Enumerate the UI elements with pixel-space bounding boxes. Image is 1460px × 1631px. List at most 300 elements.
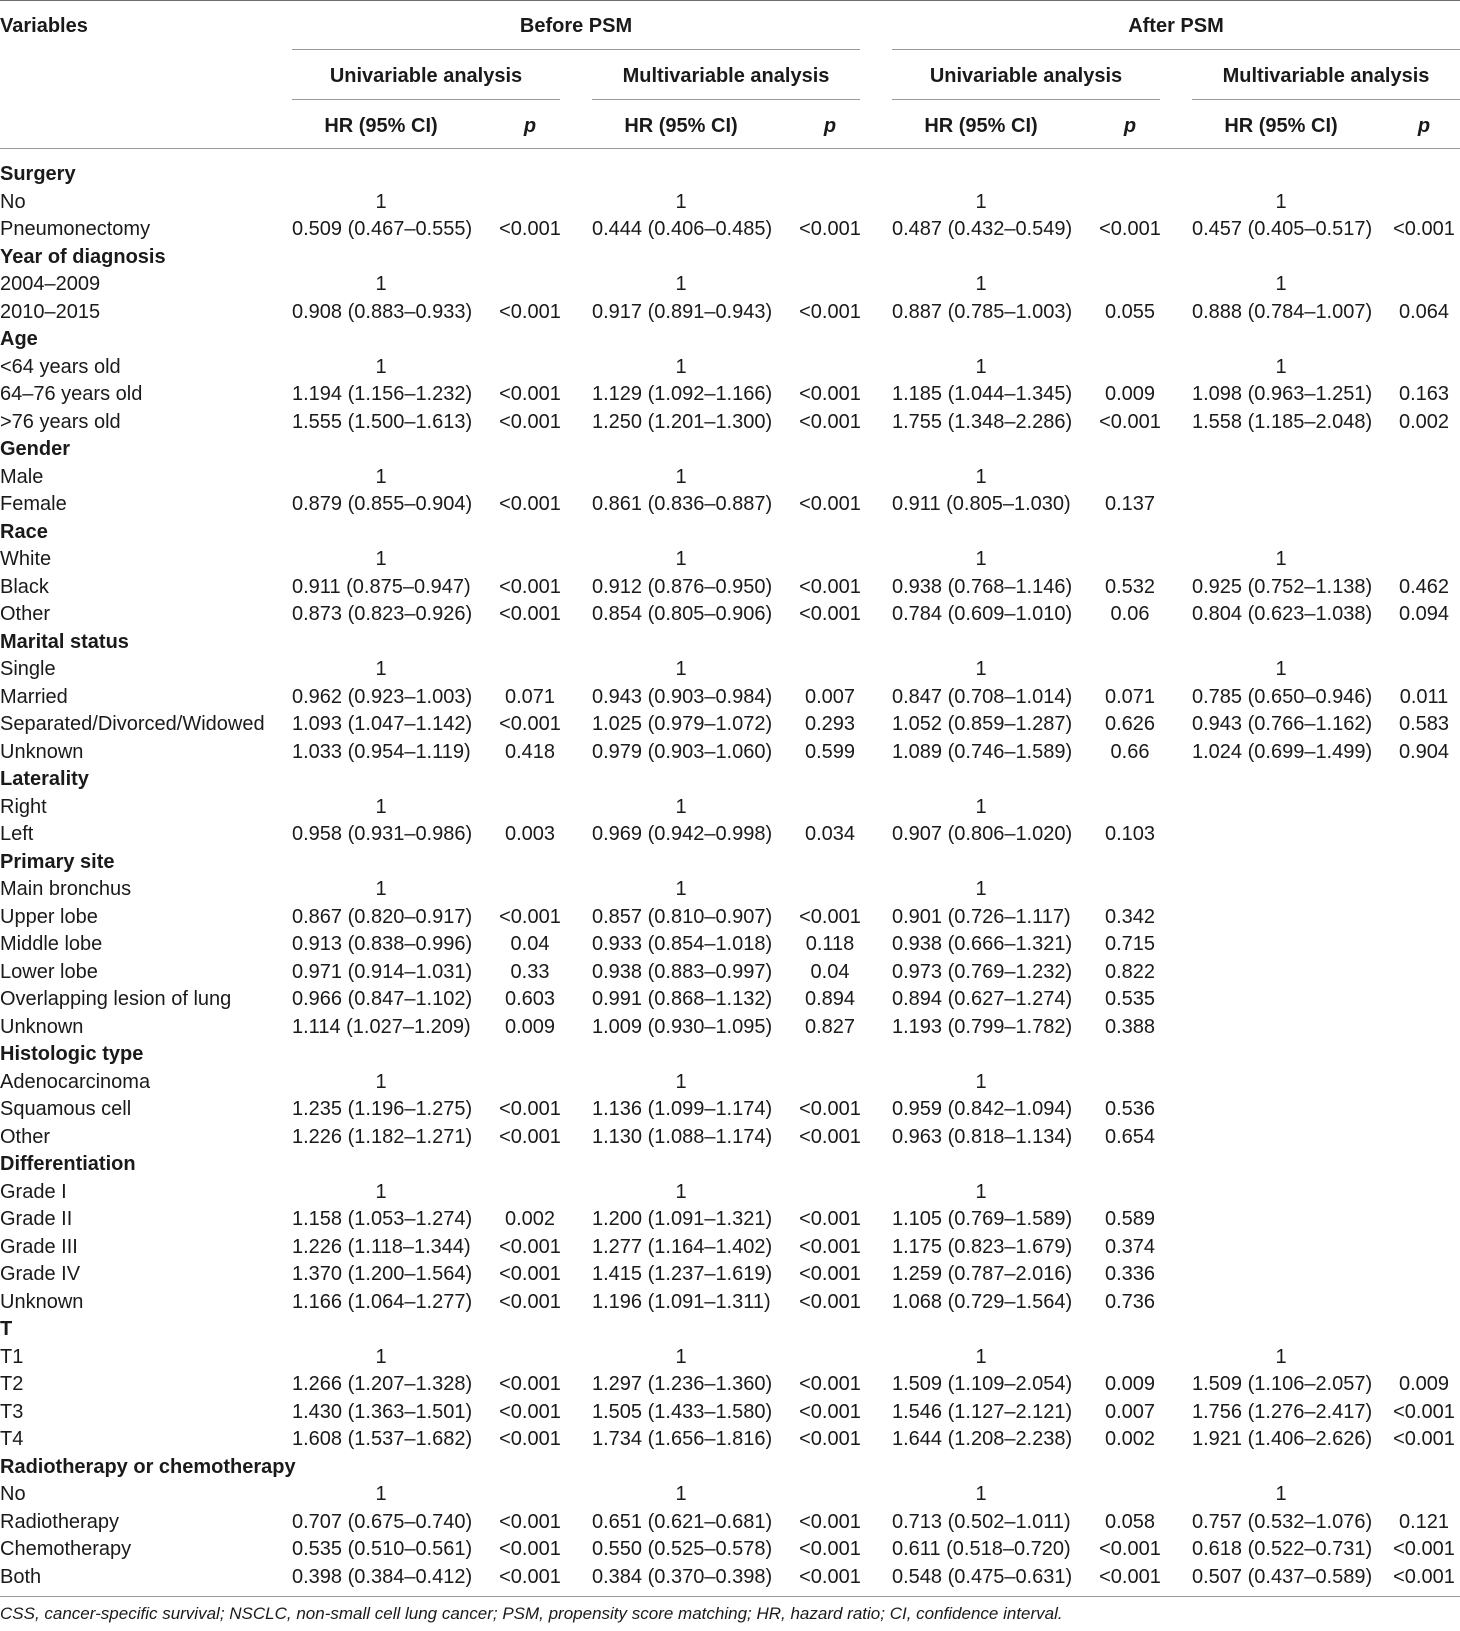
before-multivariable-p-cell: <0.001	[799, 1098, 861, 1120]
before-univariable-hr-cell: 1.093 (1.047–1.142)	[292, 713, 473, 735]
before-univariable-hr-cell: 1.266 (1.207–1.328)	[292, 1373, 473, 1395]
variable-label: No	[0, 1483, 26, 1505]
before-multivariable-hr-cell: 1	[675, 1180, 687, 1203]
before-multivariable-hr-cell: 0.854 (0.805–0.906)	[592, 603, 773, 625]
variable-label: Unknown	[0, 1290, 84, 1313]
before-univariable-p-cell: 0.603	[504, 988, 556, 1010]
after-univariable-p-cell: 0.536	[1104, 1098, 1156, 1120]
variable-label: T2	[0, 1373, 24, 1395]
before-multivariable-p-cell: 0.827	[804, 1015, 856, 1038]
before-univariable-hr-cell: 1.430 (1.363–1.501)	[292, 1400, 473, 1423]
header-p-2: p	[823, 115, 837, 137]
before-multivariable-hr-cell: 0.979 (0.903–1.060)	[592, 740, 773, 763]
after-univariable-p-cell: 0.009	[1104, 383, 1156, 405]
after-psm-rule	[892, 49, 1460, 50]
after-univariable-p-cell: 0.055	[1104, 300, 1156, 323]
before-multivariable-hr-cell: 1.025 (0.979–1.072)	[592, 713, 773, 735]
before-univariable-p-cell: <0.001	[499, 575, 561, 598]
before-univariable-hr-cell: 0.962 (0.923–1.003)	[292, 685, 473, 708]
table-row	[0, 1426, 1460, 1454]
after-univariable-hr-cell: 1.185 (1.044–1.345)	[892, 383, 1073, 405]
before-univariable-hr-cell: 1	[375, 878, 387, 900]
before-univariable-hr-cell: 1	[375, 1483, 387, 1505]
before-univariable-hr-cell: 1.370 (1.200–1.564)	[292, 1263, 473, 1285]
before-univariable-hr-cell: 0.908 (0.883–0.933)	[292, 300, 473, 323]
variable-label: 64–76 years old	[0, 383, 143, 405]
after-multivariable-p-cell: <0.001	[1393, 1538, 1455, 1560]
group-header-row	[0, 326, 1460, 354]
variable-label: White	[0, 548, 52, 570]
table-row	[0, 1509, 1460, 1537]
before-univariable-hr-cell: 1	[375, 273, 387, 295]
group-label: Laterality	[0, 768, 89, 790]
after-univariable-hr-cell: 0.784 (0.609–1.010)	[892, 603, 1073, 625]
before-multivariable-hr-cell: 0.651 (0.621–0.681)	[592, 1510, 773, 1533]
before-multivariable-p-cell: 0.599	[804, 740, 856, 763]
after-multivariable-rule	[1192, 99, 1460, 100]
before-univariable-p-cell: <0.001	[499, 1538, 561, 1560]
before-multivariable-p-cell: 0.293	[804, 713, 856, 735]
table-row	[0, 189, 1460, 217]
after-univariable-p-cell: <0.001	[1099, 218, 1161, 240]
after-univariable-hr-cell: 1.089 (0.746–1.589)	[892, 740, 1073, 763]
before-multivariable-p-cell: <0.001	[799, 493, 861, 515]
variable-label: Other	[0, 603, 51, 625]
before-multivariable-hr-cell: 0.857 (0.810–0.907)	[592, 905, 773, 928]
after-univariable-p-cell: 0.532	[1104, 575, 1156, 598]
after-univariable-p-cell: 0.007	[1104, 1400, 1156, 1423]
table-row	[0, 794, 1460, 822]
group-label: Radiotherapy or chemotherapy	[0, 1455, 296, 1478]
group-header-row	[0, 849, 1460, 877]
before-multivariable-hr-cell: 0.938 (0.883–0.997)	[592, 960, 773, 983]
before-univariable-p-cell: <0.001	[499, 713, 561, 735]
before-univariable-hr-cell: 1.194 (1.156–1.232)	[292, 383, 473, 405]
variable-label: Middle lobe	[0, 933, 103, 955]
variable-label: Squamous cell	[0, 1098, 132, 1120]
after-univariable-hr-cell: 1	[975, 878, 987, 900]
before-univariable-p-cell: <0.001	[499, 1428, 561, 1450]
before-multivariable-hr-cell: 1	[675, 548, 687, 570]
after-univariable-hr-cell: 1.175 (0.823–1.679)	[892, 1235, 1073, 1258]
before-univariable-p-cell: <0.001	[499, 300, 561, 323]
variable-label: Both	[0, 1565, 42, 1588]
before-multivariable-hr-cell: 1	[675, 878, 687, 900]
table-row	[0, 1206, 1460, 1234]
variable-label: Left	[0, 823, 34, 845]
table-row	[0, 1124, 1460, 1152]
table-row	[0, 876, 1460, 904]
before-univariable-p-cell: <0.001	[499, 1565, 561, 1588]
group-header-row	[0, 244, 1460, 272]
variable-label: <64 years old	[0, 355, 121, 378]
variable-label: Male	[0, 465, 44, 488]
after-multivariable-hr-cell: 1.921 (1.406–2.626)	[1192, 1428, 1373, 1450]
before-univariable-hr-cell: 1	[375, 1070, 387, 1093]
after-univariable-hr-cell: 0.611 (0.518–0.720)	[892, 1538, 1071, 1560]
variable-label: >76 years old	[0, 410, 121, 433]
before-multivariable-p-cell: 0.04	[810, 960, 850, 983]
header-hr-2: HR (95% CI)	[624, 115, 738, 137]
variable-label: Lower lobe	[0, 960, 98, 983]
before-multivariable-hr-cell: 1.250 (1.201–1.300)	[592, 410, 773, 433]
after-univariable-hr-cell: 0.887 (0.785–1.003)	[892, 300, 1073, 323]
header-bottom-rule	[0, 148, 1460, 149]
before-multivariable-hr-cell: 0.444 (0.406–0.485)	[592, 218, 773, 240]
before-univariable-p-cell: 0.002	[504, 1208, 556, 1230]
before-univariable-hr-cell: 0.873 (0.823–0.926)	[292, 603, 473, 625]
group-label: Age	[0, 328, 38, 350]
header-before-psm: Before PSM	[519, 15, 633, 37]
after-multivariable-p-cell: 0.094	[1398, 603, 1450, 625]
after-univariable-hr-cell: 1.509 (1.109–2.054)	[892, 1373, 1073, 1395]
before-univariable-p-cell: 0.003	[504, 823, 556, 845]
table-row	[0, 354, 1460, 382]
after-univariable-hr-cell: 1	[975, 795, 987, 818]
group-header-row	[0, 1041, 1460, 1069]
before-multivariable-p-cell: <0.001	[799, 410, 861, 433]
before-univariable-p-cell: 0.418	[504, 740, 556, 763]
after-multivariable-p-cell: <0.001	[1393, 1565, 1455, 1588]
table-row	[0, 1261, 1460, 1289]
table-row	[0, 1014, 1460, 1042]
group-label: Histologic type	[0, 1043, 144, 1065]
before-univariable-p-cell: <0.001	[499, 1263, 561, 1285]
table-row	[0, 959, 1460, 987]
after-univariable-p-cell: 0.715	[1104, 933, 1156, 955]
after-univariable-hr-cell: 1	[975, 548, 987, 570]
before-multivariable-rule	[592, 99, 860, 100]
before-multivariable-p-cell: <0.001	[799, 383, 861, 405]
before-multivariable-hr-cell: 1	[675, 273, 687, 295]
before-univariable-hr-cell: 1	[375, 1345, 387, 1368]
after-multivariable-hr-cell: 1	[1275, 1483, 1287, 1505]
after-multivariable-p-cell: 0.064	[1398, 300, 1450, 323]
table-row	[0, 1344, 1460, 1372]
group-header-row	[0, 519, 1460, 547]
group-label: Year of diagnosis	[0, 245, 166, 268]
before-univariable-hr-cell: 1.226 (1.182–1.271)	[292, 1125, 473, 1148]
table-row	[0, 464, 1460, 492]
before-multivariable-hr-cell: 1.009 (0.930–1.095)	[592, 1015, 773, 1038]
before-univariable-hr-cell: 1.158 (1.053–1.274)	[292, 1208, 473, 1230]
before-multivariable-p-cell: <0.001	[799, 905, 861, 928]
variable-label: Chemotherapy	[0, 1538, 132, 1560]
after-univariable-hr-cell: 0.963 (0.818–1.134)	[892, 1125, 1073, 1148]
after-multivariable-hr-cell: 1.098 (0.963–1.251)	[1192, 383, 1373, 405]
before-multivariable-hr-cell: 1.505 (1.433–1.580)	[592, 1400, 773, 1423]
before-univariable-hr-cell: 0.913 (0.838–0.996)	[292, 933, 473, 955]
before-multivariable-p-cell: <0.001	[799, 1428, 861, 1450]
table-row	[0, 216, 1460, 244]
variable-label: Grade IV	[0, 1263, 81, 1285]
before-univariable-hr-cell: 0.911 (0.875–0.947)	[292, 575, 471, 598]
table-row	[0, 711, 1460, 739]
after-univariable-hr-cell: 1.193 (0.799–1.782)	[892, 1015, 1073, 1038]
before-multivariable-hr-cell: 0.991 (0.868–1.132)	[592, 988, 773, 1010]
after-univariable-p-cell: 0.071	[1104, 685, 1156, 708]
after-multivariable-hr-cell: 1	[1275, 658, 1287, 680]
variable-label: Overlapping lesion of lung	[0, 988, 232, 1010]
before-multivariable-hr-cell: 1	[675, 1345, 687, 1368]
after-univariable-p-cell: 0.103	[1104, 823, 1156, 845]
before-univariable-hr-cell: 1.555 (1.500–1.613)	[292, 410, 473, 433]
after-univariable-p-cell: 0.137	[1104, 493, 1156, 515]
before-multivariable-p-cell: <0.001	[799, 1263, 861, 1285]
after-univariable-hr-cell: 0.847 (0.708–1.014)	[892, 685, 1073, 708]
variable-label: Adenocarcinoma	[0, 1070, 151, 1093]
header-p-1: p	[523, 115, 537, 137]
before-univariable-rule	[292, 99, 560, 100]
before-multivariable-hr-cell: 0.969 (0.942–0.998)	[592, 823, 773, 845]
group-label: Gender	[0, 438, 71, 460]
after-multivariable-p-cell: 0.121	[1398, 1510, 1450, 1533]
before-multivariable-hr-cell: 1.136 (1.099–1.174)	[592, 1098, 773, 1120]
after-univariable-hr-cell: 1	[975, 355, 987, 378]
before-multivariable-p-cell: 0.034	[804, 823, 856, 845]
after-univariable-p-cell: 0.626	[1104, 713, 1156, 735]
before-univariable-hr-cell: 1	[375, 190, 387, 213]
before-multivariable-hr-cell: 0.917 (0.891–0.943)	[592, 300, 773, 323]
table-row	[0, 601, 1460, 629]
before-univariable-p-cell: <0.001	[499, 1400, 561, 1423]
after-multivariable-p-cell: 0.583	[1398, 713, 1450, 735]
after-multivariable-hr-cell: 0.507 (0.437–0.589)	[1192, 1565, 1373, 1588]
before-univariable-p-cell: 0.04	[510, 933, 550, 955]
before-multivariable-hr-cell: 1	[675, 355, 687, 378]
before-univariable-p-cell: <0.001	[499, 410, 561, 433]
table-row	[0, 1289, 1460, 1317]
table-row	[0, 1399, 1460, 1427]
before-univariable-p-cell: <0.001	[499, 218, 561, 240]
after-univariable-hr-cell: 0.548 (0.475–0.631)	[892, 1565, 1073, 1588]
after-multivariable-hr-cell: 1.024 (0.699–1.499)	[1192, 740, 1373, 763]
table-row	[0, 986, 1460, 1014]
before-univariable-hr-cell: 1	[375, 1180, 387, 1203]
table-row	[0, 491, 1460, 519]
after-univariable-p-cell: 0.654	[1104, 1125, 1156, 1148]
after-univariable-hr-cell: 1	[975, 465, 987, 488]
before-univariable-hr-cell: 0.509 (0.467–0.555)	[292, 218, 473, 240]
before-univariable-hr-cell: 1.226 (1.118–1.344)	[292, 1235, 471, 1258]
before-multivariable-p-cell: 0.007	[804, 685, 856, 708]
table-row	[0, 271, 1460, 299]
before-univariable-p-cell: <0.001	[499, 603, 561, 625]
before-multivariable-p-cell: <0.001	[799, 1373, 861, 1395]
variable-label: 2010–2015	[0, 300, 101, 323]
variable-label: Pneumonectomy	[0, 218, 151, 240]
header-hr-4: HR (95% CI)	[1224, 115, 1338, 137]
after-univariable-hr-cell: 1.052 (0.859–1.287)	[892, 713, 1073, 735]
group-header-row	[0, 436, 1460, 464]
before-univariable-hr-cell: 1.033 (0.954–1.119)	[292, 740, 471, 763]
before-multivariable-p-cell: 0.894	[804, 988, 856, 1010]
table-row	[0, 574, 1460, 602]
after-univariable-hr-cell: 1	[975, 1483, 987, 1505]
header-p-4: p	[1417, 115, 1431, 137]
before-univariable-hr-cell: 1.166 (1.064–1.277)	[292, 1290, 473, 1313]
before-multivariable-p-cell: <0.001	[799, 1125, 861, 1148]
before-univariable-hr-cell: 1.114 (1.027–1.209)	[292, 1015, 471, 1038]
group-header-row	[0, 1316, 1460, 1344]
before-univariable-hr-cell: 0.535 (0.510–0.561)	[292, 1538, 473, 1560]
before-multivariable-hr-cell: 1	[675, 465, 687, 488]
variable-label: Unknown	[0, 740, 84, 763]
table-row	[0, 1371, 1460, 1399]
before-univariable-hr-cell: 1	[375, 795, 387, 818]
after-univariable-p-cell: 0.66	[1110, 740, 1150, 763]
after-multivariable-p-cell: 0.462	[1398, 575, 1450, 598]
table-row	[0, 739, 1460, 767]
table-row	[0, 409, 1460, 437]
before-multivariable-hr-cell: 1	[675, 795, 687, 818]
after-univariable-hr-cell: 1.259 (0.787–2.016)	[892, 1263, 1073, 1285]
table-top-rule	[0, 0, 1460, 1]
after-univariable-hr-cell: 1	[975, 1180, 987, 1203]
variable-label: 2004–2009	[0, 273, 101, 295]
variable-label: Married	[0, 685, 68, 708]
after-univariable-hr-cell: 0.907 (0.806–1.020)	[892, 823, 1073, 845]
before-univariable-p-cell: <0.001	[499, 1290, 561, 1313]
header-variables: Variables	[0, 15, 88, 37]
after-multivariable-hr-cell: 1	[1275, 548, 1287, 570]
table-row	[0, 1069, 1460, 1097]
after-univariable-rule	[892, 99, 1160, 100]
header-p-3: p	[1123, 115, 1137, 137]
before-multivariable-hr-cell: 1	[675, 1070, 687, 1093]
before-univariable-hr-cell: 0.867 (0.820–0.917)	[292, 905, 473, 928]
after-multivariable-hr-cell: 1	[1275, 190, 1287, 213]
after-multivariable-hr-cell: 1	[1275, 355, 1287, 378]
before-univariable-hr-cell: 1	[375, 465, 387, 488]
after-multivariable-hr-cell: 0.757 (0.532–1.076)	[1192, 1510, 1373, 1533]
after-multivariable-p-cell: <0.001	[1393, 1400, 1455, 1423]
before-multivariable-hr-cell: 1	[675, 190, 687, 213]
table-row	[0, 931, 1460, 959]
after-univariable-p-cell: 0.002	[1104, 1428, 1156, 1450]
before-multivariable-hr-cell: 0.933 (0.854–1.018)	[592, 933, 773, 955]
variable-label: Black	[0, 575, 49, 598]
before-multivariable-p-cell: <0.001	[799, 218, 861, 240]
before-univariable-p-cell: <0.001	[499, 493, 561, 515]
after-univariable-hr-cell: 1.105 (0.769–1.589)	[892, 1208, 1073, 1230]
table-bottom-rule	[0, 1596, 1460, 1597]
group-header-row	[0, 766, 1460, 794]
before-psm-rule	[292, 49, 860, 50]
before-multivariable-hr-cell: 0.861 (0.836–0.887)	[592, 493, 773, 515]
variable-label: Unknown	[0, 1015, 84, 1038]
after-multivariable-hr-cell: 1.558 (1.185–2.048)	[1192, 410, 1373, 433]
before-univariable-hr-cell: 0.707 (0.675–0.740)	[292, 1510, 473, 1533]
before-univariable-p-cell: 0.009	[504, 1015, 556, 1038]
after-multivariable-p-cell: <0.001	[1393, 218, 1455, 240]
variable-label: Female	[0, 493, 67, 515]
variable-label: T1	[0, 1345, 24, 1368]
after-univariable-hr-cell: 0.713 (0.502–1.011)	[892, 1510, 1071, 1533]
after-univariable-p-cell: 0.009	[1104, 1373, 1156, 1395]
header-after-multivariable: Multivariable analysis	[1222, 65, 1430, 87]
after-univariable-p-cell: 0.336	[1104, 1263, 1156, 1285]
before-multivariable-hr-cell: 0.550 (0.525–0.578)	[592, 1538, 773, 1560]
before-multivariable-p-cell: <0.001	[799, 1565, 861, 1588]
after-multivariable-p-cell: 0.904	[1398, 740, 1450, 763]
after-univariable-p-cell: 0.058	[1104, 1510, 1156, 1533]
before-univariable-p-cell: <0.001	[499, 383, 561, 405]
before-multivariable-hr-cell: 1.129 (1.092–1.166)	[592, 383, 773, 405]
after-univariable-hr-cell: 0.894 (0.627–1.274)	[892, 988, 1073, 1010]
variable-label: T3	[0, 1400, 24, 1423]
after-multivariable-hr-cell: 1	[1275, 1345, 1287, 1368]
after-univariable-hr-cell: 1.755 (1.348–2.286)	[892, 410, 1073, 433]
after-univariable-hr-cell: 1.644 (1.208–2.238)	[892, 1428, 1073, 1450]
after-multivariable-hr-cell: 1.509 (1.106–2.057)	[1192, 1373, 1373, 1395]
after-univariable-p-cell: 0.736	[1104, 1290, 1156, 1313]
after-univariable-hr-cell: 0.487 (0.432–0.549)	[892, 218, 1073, 240]
variable-label: Other	[0, 1125, 51, 1148]
before-multivariable-p-cell: <0.001	[799, 300, 861, 323]
after-univariable-hr-cell: 1	[975, 273, 987, 295]
after-multivariable-p-cell: 0.009	[1398, 1373, 1450, 1395]
after-univariable-hr-cell: 1	[975, 658, 987, 680]
before-multivariable-p-cell: <0.001	[799, 1510, 861, 1533]
after-univariable-p-cell: <0.001	[1099, 1565, 1161, 1588]
table-row	[0, 684, 1460, 712]
before-multivariable-hr-cell: 1	[675, 1483, 687, 1505]
before-multivariable-hr-cell: 1.734 (1.656–1.816)	[592, 1428, 773, 1450]
before-multivariable-hr-cell: 1.415 (1.237–1.619)	[592, 1263, 773, 1285]
before-multivariable-hr-cell: 1.297 (1.236–1.360)	[592, 1373, 773, 1395]
group-label: Race	[0, 520, 48, 543]
variable-label: Separated/Divorced/Widowed	[0, 713, 265, 735]
after-univariable-p-cell: 0.374	[1104, 1235, 1156, 1258]
after-univariable-p-cell: 0.822	[1104, 960, 1156, 983]
after-univariable-p-cell: 0.06	[1110, 603, 1150, 625]
after-univariable-hr-cell: 1.068 (0.729–1.564)	[892, 1290, 1073, 1313]
before-multivariable-p-cell: <0.001	[799, 1208, 861, 1230]
before-multivariable-hr-cell: 1	[675, 658, 687, 680]
after-univariable-hr-cell: 1	[975, 1070, 987, 1093]
before-univariable-hr-cell: 0.398 (0.384–0.412)	[292, 1565, 473, 1588]
after-multivariable-p-cell: <0.001	[1393, 1428, 1455, 1450]
group-label: Primary site	[0, 850, 115, 873]
before-multivariable-p-cell: <0.001	[799, 575, 861, 598]
before-multivariable-p-cell: <0.001	[799, 1235, 861, 1258]
group-header-row	[0, 161, 1460, 189]
before-univariable-hr-cell: 1.235 (1.196–1.275)	[292, 1098, 473, 1120]
before-univariable-hr-cell: 0.966 (0.847–1.102)	[292, 988, 473, 1010]
after-multivariable-p-cell: 0.002	[1398, 410, 1450, 433]
group-label: Marital status	[0, 630, 129, 653]
table-row	[0, 1234, 1460, 1262]
group-header-row	[0, 1151, 1460, 1179]
before-univariable-p-cell: <0.001	[499, 1235, 561, 1258]
group-label: Surgery	[0, 163, 76, 185]
table-row	[0, 656, 1460, 684]
table-row	[0, 1564, 1460, 1592]
table-row	[0, 1536, 1460, 1564]
before-multivariable-hr-cell: 1.277 (1.164–1.402)	[592, 1235, 773, 1258]
before-univariable-hr-cell: 1	[375, 355, 387, 378]
header-before-multivariable: Multivariable analysis	[622, 65, 830, 87]
group-label: Differentiation	[0, 1153, 136, 1175]
before-univariable-p-cell: 0.33	[510, 960, 550, 983]
before-multivariable-hr-cell: 0.912 (0.876–0.950)	[592, 575, 773, 598]
after-univariable-hr-cell: 1.546 (1.127–2.121)	[892, 1400, 1073, 1423]
header-hr-3: HR (95% CI)	[924, 115, 1038, 137]
before-univariable-hr-cell: 0.879 (0.855–0.904)	[292, 493, 473, 515]
before-multivariable-hr-cell: 0.384 (0.370–0.398)	[592, 1565, 773, 1588]
after-multivariable-hr-cell: 1.756 (1.276–2.417)	[1192, 1400, 1373, 1423]
